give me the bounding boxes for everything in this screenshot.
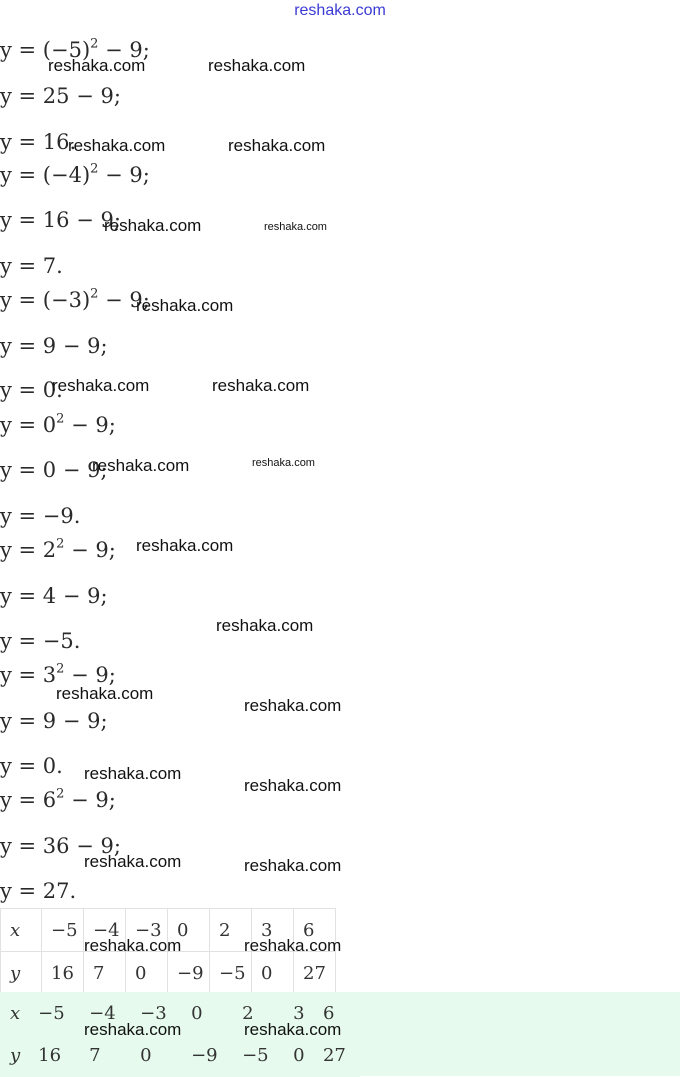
math-line-10: $y = 0^2 - 9$; [0,411,116,437]
answer-cell: 16 [29,1035,80,1077]
math-line-6: y = 7. [0,254,63,278]
answer-cell: 3 [284,993,314,1035]
table-cell: 3 [252,909,294,952]
table-cell: 27 [294,952,336,995]
answer-cell: 6 [313,993,359,1035]
table-cell: −4 [84,909,126,952]
table-header-y: y [1,952,42,995]
answer-cell: 0 [182,993,233,1035]
watermark: reshaka.com [208,56,306,75]
answer-cell: 0 [131,1035,182,1077]
table-header-x: x [1,909,42,952]
watermark: reshaka.com [136,536,234,555]
watermark: reshaka.com [244,936,342,955]
watermark: reshaka.com [56,684,154,703]
math-line-9: y = 0. [0,378,63,402]
table-cell: −9 [168,952,210,995]
math-line-13: $y = 2^2 - 9$; [0,536,116,562]
math-line-19: $y = 6^2 - 9$; [0,786,116,812]
watermark: reshaka.com [212,376,310,395]
watermark: reshaka.com [68,136,166,155]
math-line-5: y = 16 − 9; [0,208,121,232]
math-line-21: y = 27. [0,879,77,903]
answer-cell: −4 [80,993,131,1035]
math-line-4: $y = (-4)^2 - 9$; [0,161,150,187]
math-line-7: $y = (-3)^2 - 9$; [0,286,150,312]
math-line-12: y = −9. [0,504,81,528]
math-line-20: y = 36 − 9; [0,834,121,858]
watermark: reshaka.com [252,457,315,469]
table-cell: 0 [252,952,294,995]
table-cell: 2 [210,909,252,952]
math-line-14: y = 4 − 9; [0,584,108,608]
math-line-15: y = −5. [0,629,81,653]
math-line-18: y = 0. [0,754,63,778]
watermark: reshaka.com [216,616,314,635]
watermark: reshaka.com [84,936,182,955]
answer-cell: −3 [131,993,182,1035]
math-line-11: y = 0 − 9; [0,458,108,482]
watermark: reshaka.com [244,1020,342,1039]
watermark: reshaka.com [244,776,342,795]
answer-table [0,992,360,1077]
watermark: reshaka.com [84,852,182,871]
math-line-16: $y = 3^2 - 9$; [0,661,116,687]
answer-header-y: y [1,1035,29,1077]
watermark: reshaka.com [92,456,190,475]
table-row-y [1,952,336,995]
table-cell: −5 [42,909,84,952]
watermark: reshaka.com [136,296,234,315]
watermark: reshaka.com [228,136,326,155]
math-line-1: $y = (-5)^2 - 9$; [0,36,150,62]
answer-cell: −5 [233,1035,284,1077]
answer-cell: −5 [29,993,80,1035]
table-cell: 7 [84,952,126,995]
watermark: reshaka.com [104,216,202,235]
answer-cell: 0 [284,1035,314,1077]
watermark: reshaka.com [244,856,342,875]
watermark: reshaka.com [264,221,327,233]
watermark: reshaka.com [52,376,150,395]
answer-header-x: x [1,993,29,1035]
table-cell: 16 [42,952,84,995]
math-line-8: y = 9 − 9; [0,334,108,358]
watermark: reshaka.com [84,1020,182,1039]
header-site-link[interactable]: reshaka.com [294,2,386,19]
answer-cell: 7 [80,1035,131,1077]
answer-cell: 2 [233,993,284,1035]
answer-row-y [1,1035,360,1077]
math-line-2: y = 25 − 9; [0,84,121,108]
watermark: reshaka.com [244,696,342,715]
math-line-17: y = 9 − 9; [0,709,108,733]
table-cell: 0 [168,909,210,952]
math-line-3: y = 16. [0,130,77,154]
table-cell: −5 [210,952,252,995]
watermark: reshaka.com [48,56,146,75]
table-cell: 6 [294,909,336,952]
answer-row-x [1,993,360,1035]
table-row-x [1,909,336,952]
table-cell: 0 [126,952,168,995]
values-table [0,908,336,995]
answer-cell: −9 [182,1035,233,1077]
watermark: reshaka.com [84,764,182,783]
answer-cell: 27 [313,1035,359,1077]
table-cell: −3 [126,909,168,952]
